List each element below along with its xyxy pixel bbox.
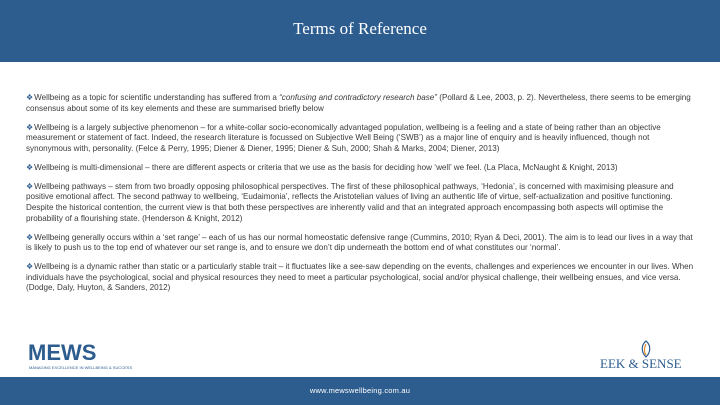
diamond-bullet-icon: ❖ (26, 232, 34, 242)
eek-and-sense-logo (590, 340, 700, 375)
paragraph-5-text: Wellbeing generally occurs within a ‘set range’ – each of us has our normal homeostatic defensive range (Cummins, 2010; Ryan & Deci, 2001). The aim is to lead our lives in a way that is likely to push us to the top end of whatever our set range is, and to ensure we don’t dip underneath the bottom end of what constitutes our ‘normal’. (26, 232, 693, 253)
eek-logo-text: EEK & SENSE (600, 356, 682, 371)
page-title: Terms of Reference (293, 19, 427, 38)
paragraph-2 (26, 123, 694, 155)
paragraph-4 (26, 182, 694, 224)
diamond-bullet-icon: ❖ (26, 162, 34, 172)
diamond-bullet-icon: ❖ (26, 93, 34, 102)
mews-logo-text: MEWS (28, 340, 97, 365)
paragraph-1-lead: Wellbeing as a topic for scientific understanding has suffered from a (34, 93, 280, 102)
body-text (26, 93, 694, 302)
footer-url[interactable]: www.mewswellbeing.com.au (309, 386, 411, 395)
diamond-bullet-icon: ❖ (26, 181, 34, 191)
mews-logo (28, 341, 138, 375)
paragraph-4-text: Wellbeing pathways – stem from two broadly opposing philosophical perspectives. The first of these philosophical pathways, ‘Hedonia’, is concerned with maximising pleasure and positive emotional affect. The second pathway to wellbeing, ‘Eudaimonia’, reflects the Aristotelian values of living an authentic life of virtue, self-actualization and positive functioning. Despite the historical contention, the current view is that both these perspectives are inherently valid and that an integrated approach encompassing both aspects will optimise the probability of a flourishing state. (Henderson & Knight, 2012) (26, 181, 674, 223)
paragraph-6 (26, 262, 694, 294)
paragraph-1-quote: “confusing and contradictory research base” (279, 93, 437, 102)
diamond-bullet-icon: ❖ (26, 122, 34, 132)
paragraph-1 (26, 93, 694, 114)
diamond-bullet-icon: ❖ (26, 262, 34, 272)
paragraph-1-tail: (Pollard & Lee, 2003, p. 2). Nevertheless, there seems to be emerging consensus about some of its key elements and these are summarised briefly below (26, 93, 691, 113)
mews-logo-tagline: MANAGING EXCELLENCE IN WELLBEING & SUCCESS (29, 365, 133, 370)
paragraph-3 (26, 163, 694, 174)
paragraph-2-text: Wellbeing is a largely subjective phenomenon – for a white-collar socio-economically advantaged population, wellbeing is a feeling and a state of being rather than an objective measurement or statement of fact. Indeed, the research literature is focussed on Subjective Well Being (‘SWB’) as a major line of enquiry and is heavily influenced, though not synonymous with, personality. (Felce & Perry, 1995; Diener & Diener, 1995; Diener & Suh, 2000; Shah & Marks, 2004; Diener, 2013) (26, 122, 661, 153)
paragraph-5 (26, 233, 694, 254)
paragraph-6-text: Wellbeing is a dynamic rather than static or a particularly stable trait – it fluctuates like a see-saw depending on the events, challenges and experiences we encounter in our lives. When individuals have the psychological, social and physical resources they need to meet a particular psychological, social and/or physical challenge, their wellbeing ensues, and vice versa. (Dodge, Daly, Huyton, & Sanders, 2012) (26, 262, 694, 293)
title-bar (0, 0, 720, 62)
paragraph-3-text: Wellbeing is multi-dimensional – there are different aspects or criteria that we use as the basis for deciding how ‘well’ we feel. (La Placa, McNaught & Knight, 2013) (34, 162, 618, 172)
